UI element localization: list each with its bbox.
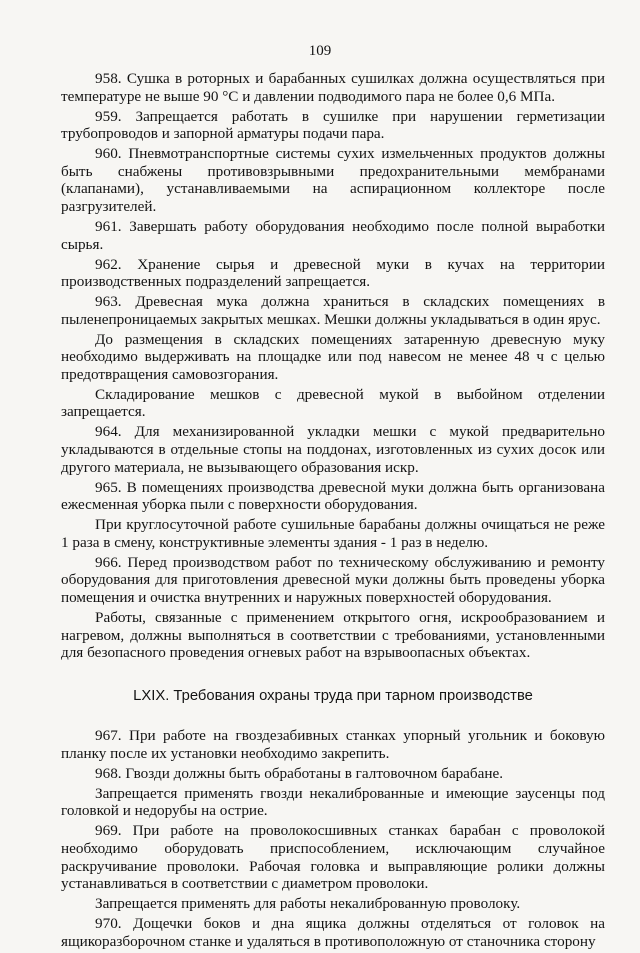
paragraph-966-fire: Работы, связанные с применением открытого огня, искрообразованием и нагревом, должны выполняться в соответствии с требованиями, установленными для безопасного проведения огневых работ на взрывоопасных объектах.	[61, 608, 605, 662]
paragraph-970: 970. Дощечки боков и дна ящика должны отделяться от головок на ящикоразборочном станке и удаляться в противоположную от станочника сторону	[61, 915, 605, 950]
paragraph-962: 962. Хранение сырья и древесной муки в кучах на территории производственных подразделений запрещается.	[61, 255, 605, 291]
paragraph-969-ban: Запрещается применять для работы некалиброванную проволоку.	[95, 895, 521, 913]
paragraph-959: 959. Запрещается работать в сушилке при нарушении герметизации трубопроводов и запорной арматуры подачи пара.	[61, 107, 605, 143]
paragraph-965: 965. В помещениях производства древесной муки должна быть организована ежесменная уборка пыли с поверхности оборудования.	[61, 478, 605, 514]
paragraph-964: 964. Для механизированной укладки мешки с мукой предварительно укладываются в отдельные стопы на поддонах, изготовленных из сухих досок или другого материала, не вызывающего образования искр.	[61, 423, 605, 476]
paragraph-963: 963. Древесная мука должна храниться в складских помещениях в пыленепроницаемых закрытых мешках. Мешки должны укладываться в один ярус.	[61, 293, 605, 328]
paragraph-969: 969. При работе на проволокосшивных станках барабан с проволокой необходимо оборудовать приспособлением, исключающим случайное раскручивание проволоки. Рабочая головка и выправляющие ролики должны устанавливаться в соответствии с диаметром проволоки.	[61, 822, 605, 893]
paragraph-963-ban: Складирование мешков с древесной мукой в выбойном отделении запрещается.	[61, 385, 605, 421]
paragraph-958: 958. Сушка в роторных и барабанных сушилках должна осуществляться при температуре не выше 90 °С и давлении подводимого пара не более 0,6 МПа.	[61, 70, 605, 105]
paragraph-968-ban: Запрещается применять гвозди некалиброванные и имеющие заусенцы под головкой и недорубы на острие.	[61, 784, 605, 820]
paragraph-960: 960. Пневмотранспортные системы сухих измельченных продуктов должны быть снабжены противовзрывными предохранительными мембранами (клапанами), устанавливаемыми на аспирационном коллекторе после разгрузителей.	[61, 145, 605, 215]
paragraph-961: 961. Завершать работу оборудования необходимо после полной выработки сырья.	[61, 217, 605, 253]
paragraph-965-drums: При круглосуточной работе сушильные барабаны должны очищаться не реже 1 раза в смену, конструктивные элементы здания - 1 раз в неделю.	[61, 516, 605, 551]
page-number: 109	[308, 43, 332, 59]
document-body	[61, 70, 605, 953]
paragraph-967: 967. При работе на гвоздезабивных станках упорный угольник и боковую планку после их установки необходимо закрепить.	[61, 727, 605, 762]
paragraph-963-storage: До размещения в складских помещениях затаренную древесную муку необходимо выдерживать на площадке или под навесом не менее 48 ч с целью предотвращения самовозгорания.	[61, 330, 605, 383]
paragraph-966: 966. Перед производством работ по техническому обслуживанию и ремонту оборудования для приготовления древесной муки должны быть проведены уборка помещения и очистка внутренних и наружных поверхностей оборудования.	[61, 553, 605, 606]
section-heading: LXIX. Требования охраны труда при тарном производстве	[133, 687, 533, 704]
paragraph-968: 968. Гвозди должны быть обработаны в галтовочном барабане.	[95, 764, 504, 782]
